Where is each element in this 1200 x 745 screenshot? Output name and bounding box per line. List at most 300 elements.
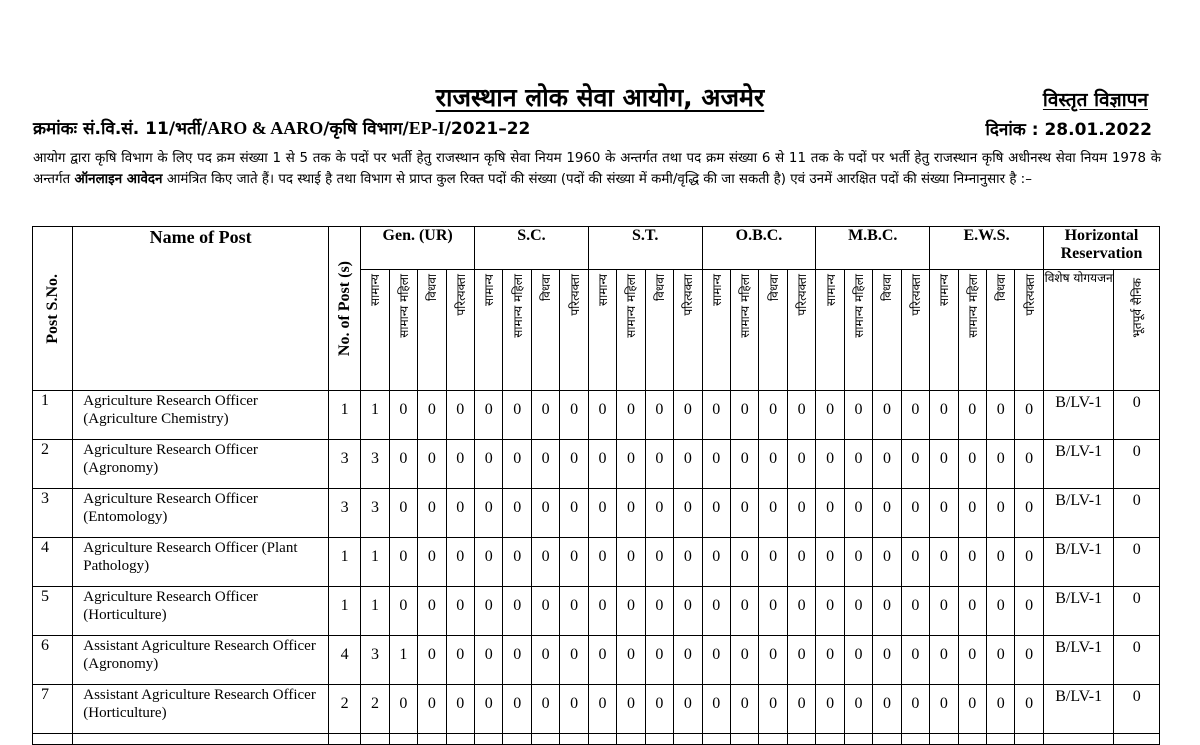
reservation-cell: 0 [645, 636, 673, 685]
reservation-cell: 0 [844, 636, 872, 685]
reservation-cell: 0 [1015, 538, 1043, 587]
reservation-cell: 0 [702, 440, 730, 489]
reservation-cell: 0 [531, 685, 559, 734]
subcol-header [645, 270, 673, 391]
reservation-cell: 0 [588, 440, 616, 489]
empty-cell [1114, 734, 1160, 745]
reservation-cell: 0 [702, 636, 730, 685]
reservation-cell: 0 [418, 636, 446, 685]
empty-cell [787, 734, 815, 745]
reservation-cell: 0 [475, 538, 503, 587]
subcol-label: परित्यक्ता [681, 274, 696, 316]
empty-cell [560, 734, 588, 745]
reservation-cell: 0 [617, 685, 645, 734]
reservation-cell: 0 [645, 685, 673, 734]
reservation-cell: 0 [930, 587, 958, 636]
reservation-cell: 0 [389, 489, 417, 538]
post-sno: 1 [33, 391, 73, 440]
reservation-cell: 0 [560, 587, 588, 636]
reservation-cell: 0 [475, 440, 503, 489]
group-header-2: S.T. [588, 227, 702, 270]
empty-cell [930, 734, 958, 745]
reference-number [33, 116, 530, 139]
reservation-cell: 0 [446, 440, 474, 489]
reservation-cell: 0 [759, 685, 787, 734]
reservation-cell: 0 [816, 489, 844, 538]
reservation-cell: 0 [787, 489, 815, 538]
empty-cell [759, 734, 787, 745]
table-row [33, 587, 1160, 636]
post-sno: 4 [33, 538, 73, 587]
reservation-cell: 0 [759, 440, 787, 489]
post-count: 3 [329, 440, 361, 489]
reservation-cell: 0 [617, 538, 645, 587]
empty-cell [475, 734, 503, 745]
reservation-cell: 0 [503, 391, 531, 440]
subcol-header [674, 270, 702, 391]
empty-cell [674, 734, 702, 745]
reservation-cell: 0 [1015, 440, 1043, 489]
post-name: Agriculture Research Officer (Entomology) [73, 489, 329, 538]
reservation-cell: 0 [930, 391, 958, 440]
ref-en-1: ARO & AARO [207, 118, 324, 138]
reservation-cell: 0 [674, 538, 702, 587]
reservation-cell: 0 [987, 538, 1015, 587]
group-header-5: E.W.S. [930, 227, 1044, 270]
reservation-cell: 0 [617, 489, 645, 538]
col-header-post-count [329, 227, 361, 391]
reservation-cell: 0 [475, 636, 503, 685]
subcol-header [702, 270, 730, 391]
date-value: 28.01.2022 [1044, 120, 1152, 140]
reservation-cell: 0 [873, 685, 901, 734]
ex-serviceman-cell: 0 [1114, 440, 1160, 489]
post-count: 1 [329, 587, 361, 636]
table-row [33, 489, 1160, 538]
reservation-cell: 0 [987, 636, 1015, 685]
reservation-cell: 0 [930, 636, 958, 685]
reservation-cell: 1 [361, 391, 389, 440]
reservation-cell: 0 [418, 391, 446, 440]
ref-en-2: EP-I [408, 118, 445, 138]
reservation-cell: 0 [787, 587, 815, 636]
table-row-partial [33, 734, 1160, 745]
subcol-header [446, 270, 474, 391]
table-row [33, 538, 1160, 587]
reservation-cell: 0 [645, 391, 673, 440]
reservation-cell: 0 [930, 685, 958, 734]
reservation-cell: 0 [816, 685, 844, 734]
reservation-cell: 0 [1015, 587, 1043, 636]
empty-cell [588, 734, 616, 745]
reservation-cell: 0 [531, 587, 559, 636]
reservation-cell: 0 [958, 538, 986, 587]
reservation-cell: 0 [645, 538, 673, 587]
reservation-cell: 0 [645, 587, 673, 636]
reservation-cell: 0 [674, 391, 702, 440]
subcol-label: विधवा [880, 274, 895, 301]
post-name: Assistant Agriculture Research Officer (Agronomy) [73, 636, 329, 685]
ex-serviceman-cell: 0 [1114, 391, 1160, 440]
reservation-cell: 0 [901, 587, 929, 636]
reservation-cell: 0 [389, 391, 417, 440]
reservation-cell: 0 [930, 440, 958, 489]
reservation-cell: 0 [418, 685, 446, 734]
reservation-cell: 0 [560, 538, 588, 587]
horizontal-reservation-header: Horizontal Reservation [1043, 227, 1159, 270]
subcol-label: सामान्य [823, 274, 838, 307]
vacancy-table [32, 226, 1160, 745]
reservation-cell: 0 [816, 636, 844, 685]
ex-serviceman-cell: 0 [1114, 636, 1160, 685]
post-sno: 7 [33, 685, 73, 734]
subcol-header [759, 270, 787, 391]
reservation-cell: 0 [702, 391, 730, 440]
reservation-cell: 0 [503, 587, 531, 636]
reservation-cell: 0 [588, 391, 616, 440]
reservation-cell: 0 [731, 587, 759, 636]
reservation-cell: 0 [901, 391, 929, 440]
reservation-cell: 0 [787, 636, 815, 685]
advertisement-type: विस्तृत विज्ञापन [1042, 89, 1148, 111]
reservation-cell: 0 [588, 587, 616, 636]
reservation-cell: 0 [617, 391, 645, 440]
ex-serviceman-cell: 0 [1114, 538, 1160, 587]
group-header-4: M.B.C. [816, 227, 930, 270]
reservation-cell: 0 [389, 587, 417, 636]
subcol-header [531, 270, 559, 391]
subcol-label: परित्यक्ता [908, 274, 923, 316]
reservation-cell: 0 [446, 685, 474, 734]
reservation-cell: 0 [787, 538, 815, 587]
subcol-header [816, 270, 844, 391]
reservation-cell: 0 [531, 440, 559, 489]
empty-cell [361, 734, 389, 745]
empty-cell [531, 734, 559, 745]
reservation-cell: 0 [446, 489, 474, 538]
reservation-cell: 0 [873, 489, 901, 538]
subcol-label: सामान्य महिला [624, 274, 639, 338]
reservation-cell: 0 [531, 489, 559, 538]
empty-cell [329, 734, 361, 745]
reservation-cell: 3 [361, 440, 389, 489]
reservation-cell: 0 [475, 391, 503, 440]
subcol-header [389, 270, 417, 391]
sno-label: Post S.No. [43, 273, 61, 344]
ex-serviceman-label: भूतपूर्व सैनिक [1130, 278, 1145, 338]
table-row [33, 391, 1160, 440]
subcol-label: परित्यक्ता [795, 274, 810, 316]
reservation-cell: 0 [958, 489, 986, 538]
post-count: 1 [329, 391, 361, 440]
date-label: दिनांक : [985, 120, 1039, 140]
reservation-cell: 0 [987, 685, 1015, 734]
empty-cell [901, 734, 929, 745]
reservation-cell: 3 [361, 636, 389, 685]
reservation-cell: 0 [1015, 636, 1043, 685]
reservation-cell: 0 [560, 489, 588, 538]
group-header-3: O.B.C. [702, 227, 816, 270]
subcol-header [475, 270, 503, 391]
subcol-label: सामान्य महिला [738, 274, 753, 338]
special-able-cell: B/LV-1 [1043, 538, 1113, 587]
reservation-cell: 0 [873, 391, 901, 440]
reservation-cell: 0 [901, 538, 929, 587]
subcol-header [901, 270, 929, 391]
subcol-header [361, 270, 389, 391]
reservation-cell: 0 [702, 587, 730, 636]
special-able-cell: B/LV-1 [1043, 587, 1113, 636]
reservation-cell: 0 [588, 538, 616, 587]
reservation-cell: 0 [816, 391, 844, 440]
reservation-cell: 0 [901, 636, 929, 685]
reservation-cell: 0 [731, 685, 759, 734]
reservation-cell: 0 [844, 587, 872, 636]
reservation-cell: 0 [901, 489, 929, 538]
reservation-cell: 0 [531, 636, 559, 685]
reservation-cell: 0 [759, 587, 787, 636]
subcol-label: सामान्य महिला [510, 274, 525, 338]
post-name: Agriculture Research Officer (Plant Pathology) [73, 538, 329, 587]
subcol-header [588, 270, 616, 391]
subcol-header [873, 270, 901, 391]
reservation-cell: 0 [503, 636, 531, 685]
reservation-cell: 0 [645, 440, 673, 489]
reservation-cell: 0 [731, 391, 759, 440]
reservation-cell: 0 [873, 538, 901, 587]
post-sno: 2 [33, 440, 73, 489]
reservation-cell: 0 [958, 587, 986, 636]
reservation-cell: 0 [731, 538, 759, 587]
ref-hi-suffix: /2021–22 [444, 119, 531, 139]
empty-cell [645, 734, 673, 745]
reservation-cell: 0 [503, 685, 531, 734]
ex-serviceman-cell: 0 [1114, 587, 1160, 636]
subcol-header [1015, 270, 1043, 391]
reservation-cell: 0 [844, 685, 872, 734]
ex-serviceman-cell: 0 [1114, 489, 1160, 538]
reservation-cell: 0 [844, 440, 872, 489]
subcol-label: सामान्य महिला [965, 274, 980, 338]
reservation-cell: 0 [930, 489, 958, 538]
reservation-cell: 1 [389, 636, 417, 685]
reservation-cell: 3 [361, 489, 389, 538]
reservation-cell: 0 [702, 685, 730, 734]
reservation-cell: 0 [759, 538, 787, 587]
post-count: 1 [329, 538, 361, 587]
reservation-cell: 0 [1015, 685, 1043, 734]
subcol-label: परित्यक्ता [1022, 274, 1037, 316]
subcol-label: सामान्य महिला [396, 274, 411, 338]
post-count: 3 [329, 489, 361, 538]
subcol-header [930, 270, 958, 391]
reservation-cell: 0 [503, 489, 531, 538]
reservation-cell: 0 [389, 440, 417, 489]
reservation-cell: 0 [531, 538, 559, 587]
empty-cell [446, 734, 474, 745]
post-sno: 5 [33, 587, 73, 636]
reservation-cell: 0 [475, 489, 503, 538]
reservation-cell: 0 [816, 538, 844, 587]
reservation-cell: 0 [418, 538, 446, 587]
reservation-cell: 0 [787, 440, 815, 489]
post-name: Agriculture Research Officer (Horticulture) [73, 587, 329, 636]
reservation-cell: 0 [674, 587, 702, 636]
reservation-cell: 0 [617, 440, 645, 489]
reservation-cell: 0 [958, 636, 986, 685]
empty-cell [418, 734, 446, 745]
empty-cell [1043, 734, 1113, 745]
reservation-cell: 0 [987, 489, 1015, 538]
reservation-cell: 0 [389, 538, 417, 587]
reservation-cell: 0 [987, 391, 1015, 440]
reservation-cell: 0 [475, 685, 503, 734]
post-count: 2 [329, 685, 361, 734]
post-sno: 6 [33, 636, 73, 685]
subcol-label: सामान्य [368, 274, 383, 307]
subcol-header [987, 270, 1015, 391]
reservation-cell: 0 [731, 440, 759, 489]
special-able-header: विशेष योगयजन [1043, 270, 1113, 391]
reservation-cell: 0 [787, 685, 815, 734]
ref-hi-prefix: क्रमांकः सं.वि.सं. 11/भर्ती/ [33, 119, 208, 139]
reservation-cell: 0 [446, 391, 474, 440]
reservation-cell: 0 [418, 587, 446, 636]
ex-serviceman-header [1114, 270, 1160, 391]
table-row [33, 636, 1160, 685]
ref-hi-mid: /कृषि विभाग/ [323, 119, 409, 139]
reservation-cell: 0 [617, 587, 645, 636]
reservation-cell: 0 [531, 391, 559, 440]
subcol-label: सामान्य [596, 274, 611, 307]
intro-paragraph [33, 148, 1161, 190]
reservation-cell: 0 [674, 636, 702, 685]
reservation-cell: 0 [446, 636, 474, 685]
empty-cell [731, 734, 759, 745]
empty-cell [702, 734, 730, 745]
special-able-cell: B/LV-1 [1043, 391, 1113, 440]
empty-cell [958, 734, 986, 745]
reservation-cell: 0 [503, 440, 531, 489]
reservation-cell: 0 [588, 685, 616, 734]
reservation-cell: 0 [901, 440, 929, 489]
reservation-cell: 0 [503, 538, 531, 587]
reservation-cell: 0 [731, 636, 759, 685]
subcol-header [617, 270, 645, 391]
reservation-cell: 0 [987, 440, 1015, 489]
special-able-cell: B/LV-1 [1043, 685, 1113, 734]
reservation-cell: 0 [787, 391, 815, 440]
post-count: 4 [329, 636, 361, 685]
reservation-cell: 0 [674, 685, 702, 734]
group-header-1: S.C. [475, 227, 589, 270]
subcol-label: सामान्य [937, 274, 952, 307]
reservation-cell: 0 [844, 538, 872, 587]
table-row [33, 685, 1160, 734]
reservation-cell: 0 [674, 440, 702, 489]
reservation-cell: 0 [958, 391, 986, 440]
reservation-cell: 0 [418, 489, 446, 538]
reservation-cell: 1 [361, 587, 389, 636]
special-able-cell: B/LV-1 [1043, 636, 1113, 685]
reservation-cell: 0 [475, 587, 503, 636]
reservation-cell: 0 [844, 489, 872, 538]
empty-cell [844, 734, 872, 745]
subcol-header [418, 270, 446, 391]
subcol-label: विधवा [766, 274, 781, 301]
empty-cell [1015, 734, 1043, 745]
reservation-cell: 1 [361, 538, 389, 587]
subcol-header [731, 270, 759, 391]
reservation-cell: 0 [702, 489, 730, 538]
subcol-label: विधवा [994, 274, 1009, 301]
reservation-cell: 0 [873, 587, 901, 636]
subcol-label: परित्यक्ता [567, 274, 582, 316]
intro-text-after: आमंत्रित किए जाते हैं। पद स्थाई है तथा विभाग से प्राप्त कुल रिक्त पदों की संख्या (पदों की संख्या में कमी/वृद्धि की जा सकती है) एवं उनमें आरक्षित पदों की संख्या निम्नानुसार है :– [166, 172, 1032, 187]
post-name: Assistant Agriculture Research Officer (Horticulture) [73, 685, 329, 734]
reservation-cell: 0 [588, 636, 616, 685]
reservation-cell: 0 [389, 685, 417, 734]
reservation-cell: 0 [560, 636, 588, 685]
empty-cell [816, 734, 844, 745]
post-name: Agriculture Research Officer (Agronomy) [73, 440, 329, 489]
empty-cell [617, 734, 645, 745]
post-count-label: No. of Post (s) [335, 260, 353, 357]
subcol-label: परित्यक्ता [453, 274, 468, 316]
ex-serviceman-cell: 0 [1114, 685, 1160, 734]
reservation-cell: 0 [873, 636, 901, 685]
reservation-cell: 0 [958, 685, 986, 734]
reservation-cell: 0 [617, 636, 645, 685]
reservation-cell: 0 [418, 440, 446, 489]
reservation-cell: 0 [446, 587, 474, 636]
subcol-label: सामान्य [709, 274, 724, 307]
reservation-cell: 0 [560, 685, 588, 734]
page-title: राजस्थान लोक सेवा आयोग, अजमेर [435, 83, 765, 112]
reservation-cell: 0 [759, 489, 787, 538]
subcol-label: सामान्य [482, 274, 497, 307]
subcol-label: विधवा [539, 274, 554, 301]
reservation-cell: 0 [873, 440, 901, 489]
reservation-cell: 0 [645, 489, 673, 538]
reservation-cell: 0 [588, 489, 616, 538]
reservation-cell: 0 [759, 391, 787, 440]
post-name: Agriculture Research Officer (Agriculture Chemistry) [73, 391, 329, 440]
col-header-name: Name of Post [73, 227, 329, 391]
reservation-cell: 0 [901, 685, 929, 734]
reservation-cell: 0 [1015, 489, 1043, 538]
reservation-cell: 2 [361, 685, 389, 734]
reservation-cell: 0 [844, 391, 872, 440]
subcol-label: विधवा [652, 274, 667, 301]
subcol-header [844, 270, 872, 391]
subcol-header [503, 270, 531, 391]
reservation-cell: 0 [560, 440, 588, 489]
special-able-cell: B/LV-1 [1043, 489, 1113, 538]
reservation-cell: 0 [816, 440, 844, 489]
reservation-cell: 0 [958, 440, 986, 489]
post-sno: 3 [33, 489, 73, 538]
group-header-0: Gen. (UR) [361, 227, 475, 270]
table-row [33, 440, 1160, 489]
subcol-header [958, 270, 986, 391]
reservation-cell: 0 [930, 538, 958, 587]
reservation-cell: 0 [759, 636, 787, 685]
reservation-cell: 0 [816, 587, 844, 636]
reservation-cell: 0 [987, 587, 1015, 636]
empty-cell [389, 734, 417, 745]
empty-cell [33, 734, 73, 745]
